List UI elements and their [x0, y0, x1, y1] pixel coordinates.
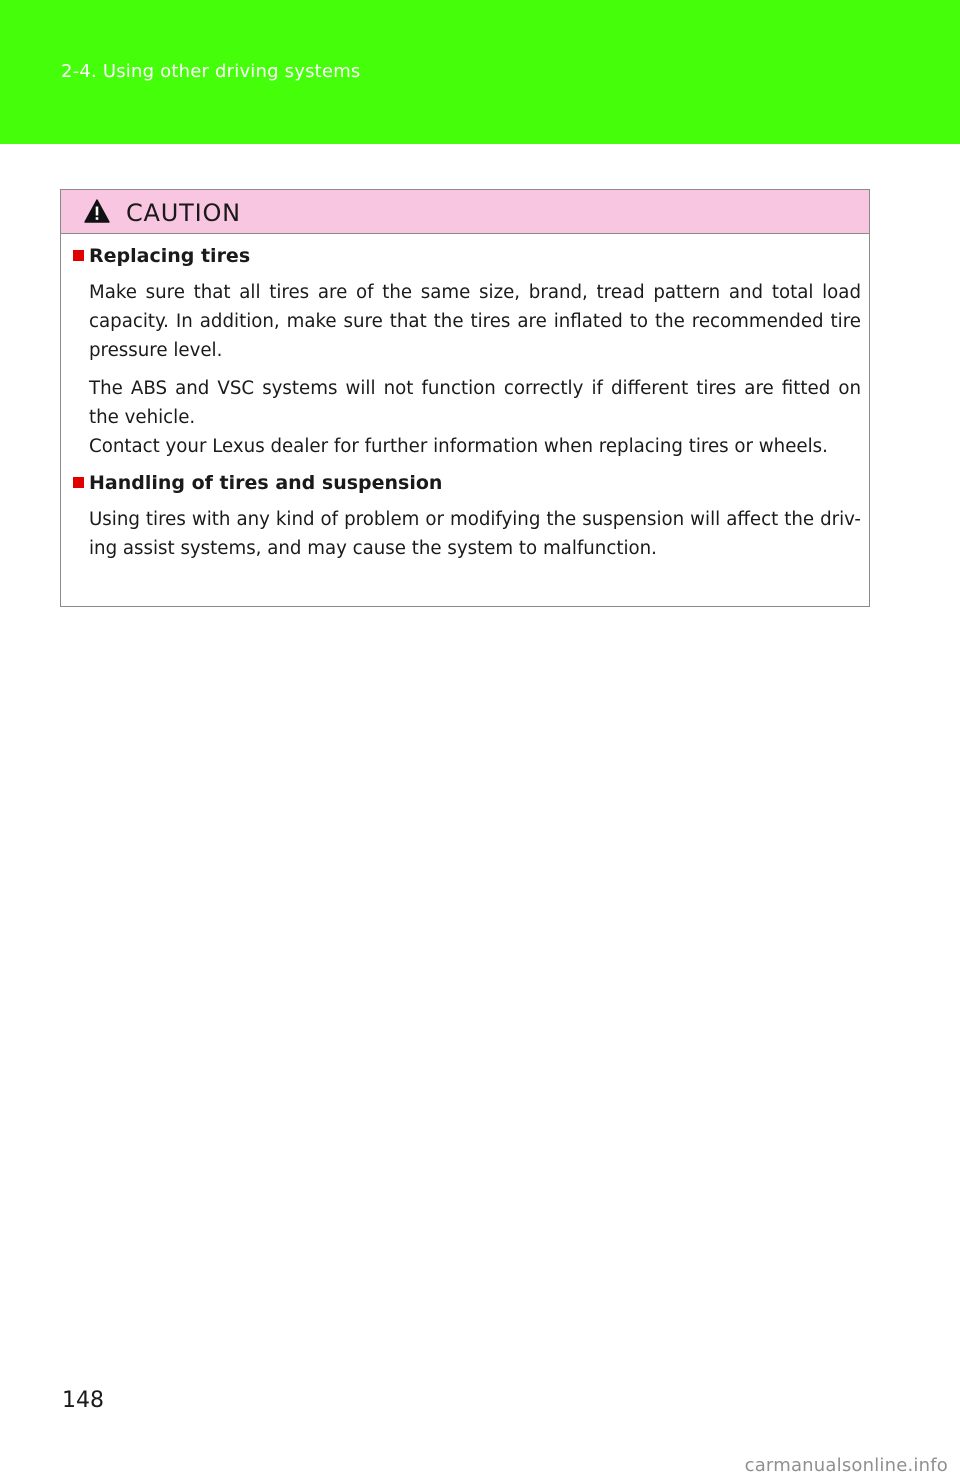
caution-header: [61, 190, 869, 234]
section-title: 2-4. Using other driving systems: [61, 61, 361, 82]
caution-paragraph: Using tires with any kind of problem or modifying the suspension will affect the driv-ing assist systems, and may cause the system to malfunction.: [89, 509, 861, 559]
caution-item-title-text: Handling of tires and suspension: [89, 472, 443, 494]
caution-paragraph: Contact your Lexus dealer for further information when replacing tires or wheels.: [89, 436, 828, 457]
caution-item-title: [73, 470, 861, 496]
page-number: 148: [62, 1388, 104, 1413]
caution-label: CAUTION: [126, 199, 241, 227]
caution-item-title: [73, 243, 861, 269]
warning-triangle-icon: [84, 199, 110, 223]
caution-paragraph: Make sure that all tires are of the same size, brand, tread pattern and total load capacity. In addition, make sure that the tires are inflated to the recommended tire pressure level.: [89, 282, 861, 361]
caution-body: [61, 234, 869, 563]
bullet-square-icon: [73, 477, 84, 488]
watermark: carmanualsonline.info: [744, 1455, 948, 1476]
caution-box: [60, 189, 870, 607]
bullet-square-icon: [73, 250, 84, 261]
caution-item-title-text: Replacing tires: [89, 245, 251, 267]
caution-paragraph: The ABS and VSC systems will not function correctly if different tires are fitted on the vehicle.: [89, 378, 861, 428]
header-band: [0, 0, 960, 144]
